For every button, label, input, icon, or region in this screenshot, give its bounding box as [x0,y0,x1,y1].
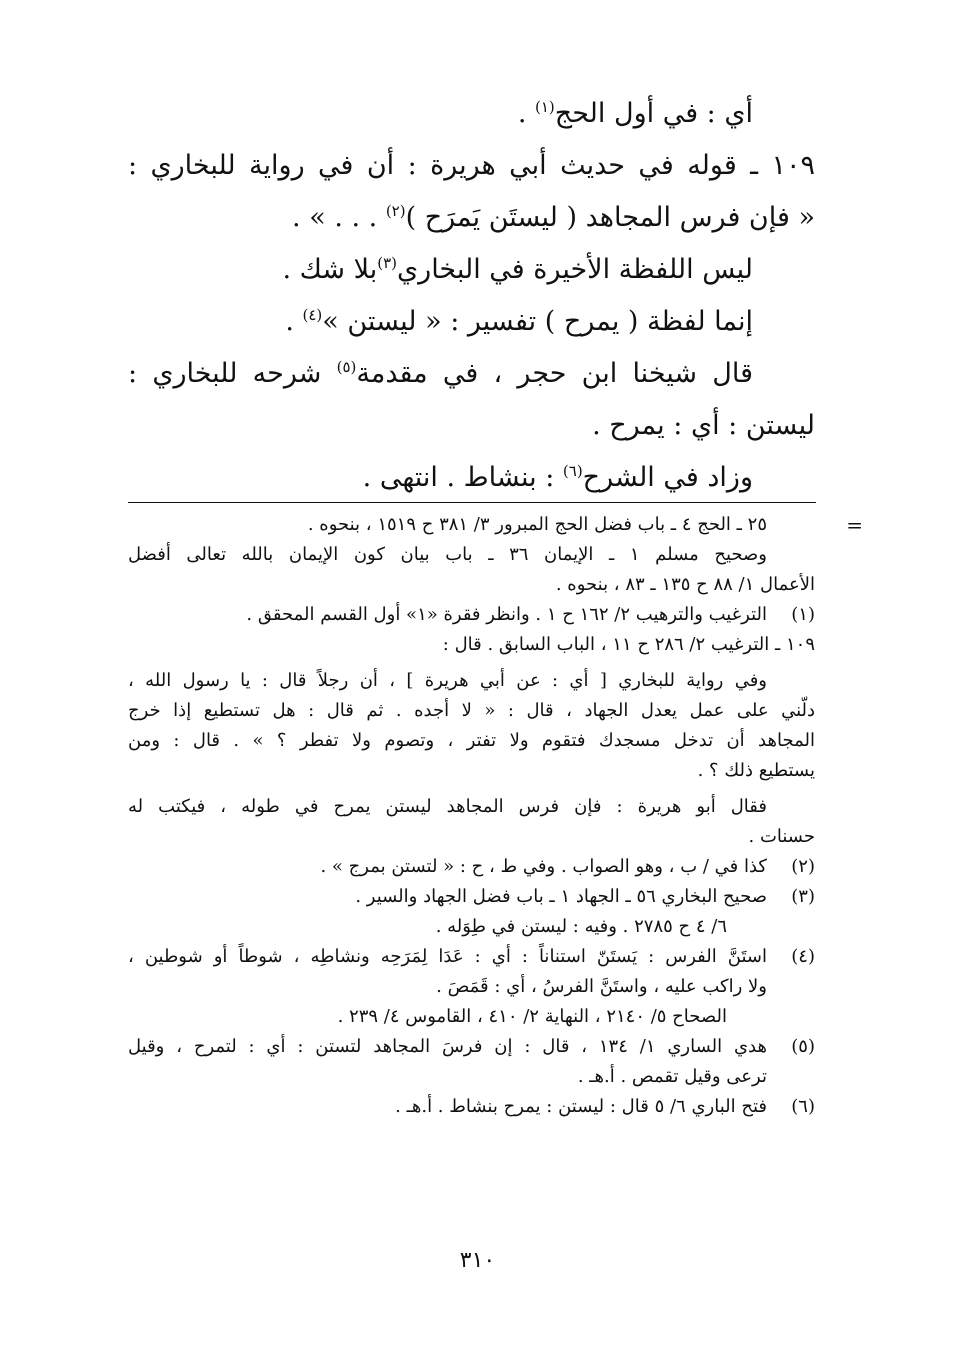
text: : بنشاط . انتهى . [362,462,563,493]
footnote-ref: (٦) [562,462,583,480]
footnote-6 [128,1092,815,1122]
main-line [128,244,815,296]
footnote-line: ولا راكب عليه ، واستَنَّ الفرسُ ، أي : قَمَصَ . [436,976,767,997]
footnote-line: ترعى وقيل تقمص . أ.هـ . [577,1066,767,1087]
text: هدي الساري ١/ ١٣٤ ، قال : إن فرسَ المجاهد لتستن : أي : لتمرح ، وقيل [128,1036,767,1057]
footnote-number: (٦) [791,1096,815,1117]
text: صحيح البخاري ٥٦ ـ الجهاد ١ ـ باب فضل الجهاد والسير . [355,886,767,907]
main-line: ١٠٩ ـ قوله في حديث أبي هريرة : أن في رواية للبخاري : [128,150,815,181]
text: أي : في أول الحج [554,98,753,129]
footnote-109: ١٠٩ ـ الترغيب ٢/ ٢٨٦ ح ١١ ، الباب السابق . قال : [442,634,815,655]
quote-line: دلّني على عمل يعدل الجهاد ، قال : « لا أجده . ثم قال : هل تستطيع إذا خرج [128,700,815,721]
page-number: ٣١٠ [459,1248,496,1273]
footnote-line: وصحيح مسلم ١ ـ الإيمان ٣٦ ـ باب بيان كون الإيمان بالله تعالى أفضل [128,544,768,565]
text: . [517,98,535,129]
main-line [128,296,815,348]
text: فتح الباري ٦/ ٥ قال : ليستن : يمرح بنشاط . أ.هـ . [395,1096,767,1117]
text: . [285,306,303,337]
footnote-5 [128,1032,815,1062]
quote-line: فقال أبو هريرة : فإن فرس المجاهد ليستن يمرح في طوله ، فيكتب له [128,796,767,817]
footnote-4 [128,942,815,972]
footnote-ref: (٣) [377,254,398,272]
footnote-line: الصحاح ٥/ ٢١٤٠ ، النهاية ٢/ ٤١٠ ، القاموس ٤/ ٢٣٩ . [337,1006,727,1027]
footnote-number: (٣) [791,886,815,907]
footnote-ref: (١) [535,98,555,116]
footnotes [128,510,863,1122]
footnote-line [128,510,863,540]
text: بلا شك . [282,254,378,285]
footnote-line: الأعمال ١/ ٨٨ ح ١٣٥ ـ ٨٣ ، بنحوه . [555,574,815,595]
text: . . . » . [292,202,386,233]
continuation-mark: = [846,513,863,537]
text: كذا في / ب ، وهو الصواب . وفي ط ، ح : « لتستن بمرج » . [320,856,767,877]
text: استَنَّ الفرس : يَستَنّ استناناً : أي : عَدَا لِمَرَحِه ونشاطِه ، شوطاً أو شوطين ، [128,946,767,967]
footnote-line: ٦/ ٤ ح ٢٧٨٥ . وفيه : ليستن في طِوَله . [435,916,727,937]
main-text [128,88,815,504]
main-line [128,192,815,244]
text: ليس اللفظة الأخيرة في البخاري [397,254,753,285]
main-line: ليستن : أي : يمرح . [592,410,815,441]
footnote-divider [128,502,816,503]
text: قال شيخنا ابن حجر ، في مقدمة [356,358,754,389]
footnote-number: (٢) [791,856,815,877]
text: وزاد في الشرح [582,462,753,493]
footnote-3 [128,882,815,912]
footnote-2 [128,852,815,882]
text: الترغيب والترهيب ٢/ ١٦٢ ح ١ . وانظر فقرة «١» أول القسم المحقق . [246,604,767,625]
footnote-ref: (٤) [302,306,323,324]
main-line [128,348,815,400]
quote-line: وفي رواية للبخاري [ أي : عن أبي هريرة ] ، أن رجلاً قال : يا رسول الله ، [128,670,767,691]
text: شرحه للبخاري : [128,358,337,389]
text: إنما لفظة ( يمرح ) تفسير : « ليستن » [322,306,753,337]
footnote-number: (١) [791,604,815,625]
main-line [128,88,815,140]
footnote-ref: (٥) [336,358,357,376]
quote-line: المجاهد أن تدخل مسجدك فتقوم ولا تفتر ، وتصوم ولا تفطر ؟ » . قال : ومن [128,730,815,751]
text: « فإن فرس المجاهد ( ليستَن يَمرَح ) [405,202,815,233]
text: ٢٥ ـ الحج ٤ ـ باب فضل الحج المبرور ٣/ ٣٨١ ح ١٥١٩ ، بنحوه . [307,514,767,535]
quote-line: يستطيع ذلك ؟ . [697,760,815,781]
footnote-number: (٤) [791,946,815,967]
main-line [128,452,815,504]
footnote-ref: (٢) [385,202,406,220]
footnote-number: (٥) [791,1036,815,1057]
quote-line: حسنات . [748,826,815,847]
footnote-1 [128,600,815,630]
